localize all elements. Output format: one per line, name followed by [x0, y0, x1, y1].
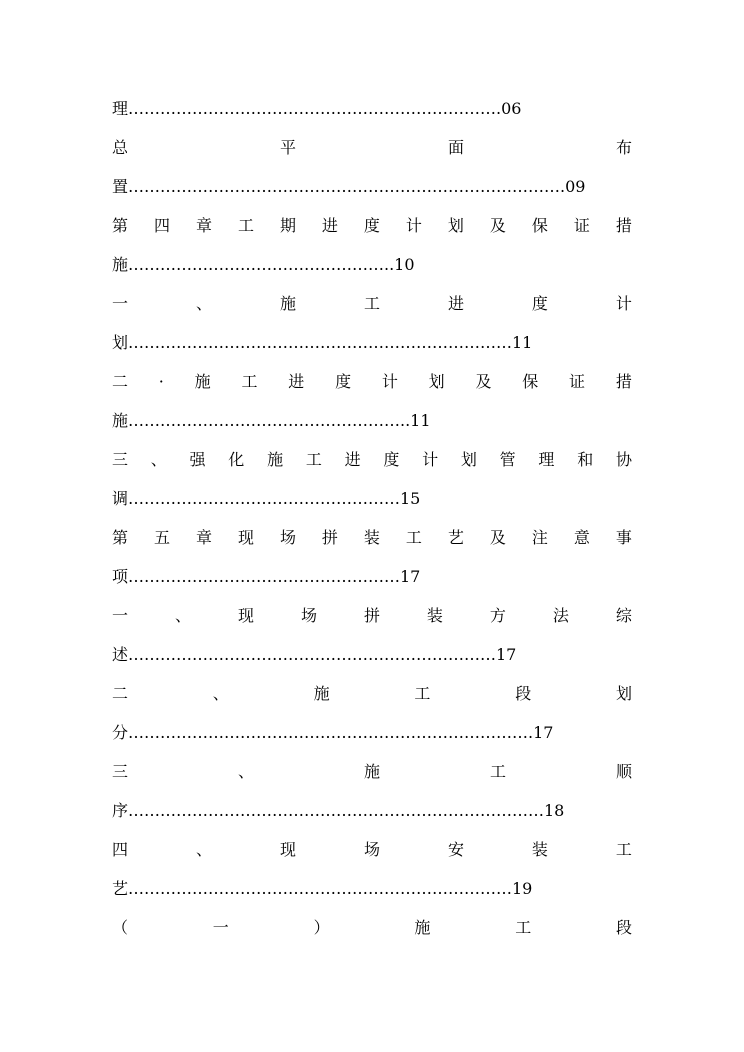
- toc-heading-char: 安: [447, 840, 464, 859]
- toc-heading-line: [112, 603, 632, 629]
- toc-leader-line: [112, 174, 632, 200]
- toc-heading-char: 事: [615, 528, 632, 547]
- toc-heading-char: 二: [112, 372, 129, 391]
- toc-heading-char: 进: [288, 372, 305, 391]
- toc-leader-text: 述……………………………………………………………17: [112, 645, 517, 664]
- toc-leader-line: [112, 798, 632, 824]
- toc-heading-char: 工: [615, 840, 632, 859]
- toc-heading-line: [112, 681, 632, 707]
- toc-heading-char: 四: [112, 840, 129, 859]
- toc-heading-char: ·: [158, 372, 164, 391]
- toc-heading-char: 措: [615, 216, 632, 235]
- toc-heading-char: 期: [279, 216, 296, 235]
- toc-heading-char: 平: [279, 138, 296, 157]
- toc-heading-char: 工: [241, 372, 258, 391]
- toc-heading-char: 划: [428, 372, 445, 391]
- toc-heading-char: 度: [363, 216, 380, 235]
- toc-heading-char: 施: [267, 450, 284, 469]
- toc-heading-char: 装: [363, 528, 380, 547]
- toc-heading-char: 总: [112, 138, 129, 157]
- toc-heading-char: （: [112, 918, 129, 937]
- toc-heading-char: 计: [381, 372, 398, 391]
- toc-heading-char: 工: [305, 450, 322, 469]
- toc-leader-line: [112, 564, 632, 590]
- toc-heading-char: 工: [515, 918, 532, 937]
- toc-heading-char: 计: [422, 450, 439, 469]
- toc-heading-char: 三: [112, 450, 129, 469]
- toc-heading-char: 度: [531, 294, 548, 313]
- toc-heading-char: 划: [447, 216, 464, 235]
- toc-leader-line: [112, 330, 632, 356]
- toc-heading-char: 五: [153, 528, 170, 547]
- toc-heading-char: 及: [489, 216, 506, 235]
- toc-leader-line: [112, 720, 632, 746]
- toc-heading-char: 、: [174, 606, 191, 625]
- toc-heading-char: 段: [515, 684, 532, 703]
- toc-heading-line: [112, 369, 632, 395]
- toc-heading-char: 意: [573, 528, 590, 547]
- toc-heading-char: 拼: [321, 528, 338, 547]
- toc-heading-char: 三: [112, 762, 129, 781]
- toc-heading-char: 措: [615, 372, 632, 391]
- toc-heading-char: 进: [321, 216, 338, 235]
- toc-leader-text: 施……………………………………………..11: [112, 411, 431, 430]
- toc-heading-char: 及: [475, 372, 492, 391]
- toc-leader-text: 序……………………………………………………………………18: [112, 801, 565, 820]
- toc-leader-text: 置……………………………………………………………………….09: [112, 177, 586, 196]
- toc-heading-char: 综: [615, 606, 632, 625]
- toc-heading-char: 计: [615, 294, 632, 313]
- toc-heading-line: [112, 447, 632, 473]
- toc-heading-char: 协: [615, 450, 632, 469]
- toc-heading-char: 一: [112, 294, 129, 313]
- toc-heading-char: 装: [531, 840, 548, 859]
- toc-heading-line: [112, 525, 632, 551]
- toc-heading-char: 四: [153, 216, 170, 235]
- toc-heading-line: [112, 291, 632, 317]
- toc-heading-char: 一: [212, 918, 229, 937]
- toc-heading-char: 划: [460, 450, 477, 469]
- toc-heading-char: 施: [414, 918, 431, 937]
- toc-heading-char: 章: [195, 216, 212, 235]
- toc-heading-line: [112, 759, 632, 785]
- toc-heading-char: 保: [531, 216, 548, 235]
- toc-leader-text: 划………………………………………………………………11: [112, 333, 533, 352]
- toc-heading-char: 工: [405, 528, 422, 547]
- toc-heading-char: 保: [522, 372, 539, 391]
- toc-heading-char: 第: [112, 528, 129, 547]
- toc-heading-char: 、: [195, 294, 212, 313]
- toc-heading-char: 、: [150, 450, 167, 469]
- toc-heading-char: 二: [112, 684, 129, 703]
- toc-heading-char: 章: [195, 528, 212, 547]
- table-of-contents: [112, 96, 632, 954]
- toc-heading-char: 、: [195, 840, 212, 859]
- toc-heading-char: 施: [363, 762, 380, 781]
- toc-leader-text: 艺………………………………………………………………19: [112, 879, 533, 898]
- toc-heading-char: 证: [573, 216, 590, 235]
- toc-heading-char: 工: [363, 294, 380, 313]
- toc-heading-char: 现: [237, 606, 254, 625]
- toc-heading-char: 证: [569, 372, 586, 391]
- toc-heading-char: 艺: [447, 528, 464, 547]
- toc-heading-char: 装: [426, 606, 443, 625]
- toc-heading-char: 、: [237, 762, 254, 781]
- toc-heading-char: 施: [279, 294, 296, 313]
- toc-leader-line: [112, 96, 632, 122]
- toc-heading-line: [112, 135, 632, 161]
- toc-leader-text: 分………………………………………………………………….17: [112, 723, 554, 742]
- toc-heading-char: 及: [489, 528, 506, 547]
- toc-leader-line: [112, 876, 632, 902]
- toc-heading-char: 划: [615, 684, 632, 703]
- toc-heading-char: 工: [414, 684, 431, 703]
- toc-heading-line: [112, 915, 632, 941]
- toc-heading-char: 度: [383, 450, 400, 469]
- toc-heading-char: ）: [313, 918, 330, 937]
- toc-heading-char: 管: [499, 450, 516, 469]
- toc-heading-char: 场: [279, 528, 296, 547]
- toc-heading-char: 施: [194, 372, 211, 391]
- toc-leader-line: [112, 408, 632, 434]
- toc-heading-char: 顺: [615, 762, 632, 781]
- toc-heading-char: 度: [335, 372, 352, 391]
- toc-leader-line: [112, 642, 632, 668]
- toc-heading-char: 场: [300, 606, 317, 625]
- toc-heading-char: 现: [237, 528, 254, 547]
- toc-heading-char: 法: [552, 606, 569, 625]
- toc-heading-char: 布: [615, 138, 632, 157]
- toc-heading-char: 拼: [363, 606, 380, 625]
- toc-heading-char: 理: [538, 450, 555, 469]
- toc-heading-char: 施: [313, 684, 330, 703]
- toc-heading-char: 工: [489, 762, 506, 781]
- toc-heading-char: 强: [189, 450, 206, 469]
- toc-leader-text: 调……………………………………………15: [112, 489, 421, 508]
- toc-heading-char: 注: [531, 528, 548, 547]
- toc-leader-text: 理…………………………………………………………….06: [112, 99, 522, 118]
- toc-leader-text: 施…………………………………………..10: [112, 255, 415, 274]
- toc-heading-char: 化: [228, 450, 245, 469]
- toc-heading-char: 面: [447, 138, 464, 157]
- toc-heading-char: 第: [112, 216, 129, 235]
- toc-leader-line: [112, 252, 632, 278]
- toc-heading-char: 场: [363, 840, 380, 859]
- toc-heading-char: 方: [489, 606, 506, 625]
- toc-heading-char: 计: [405, 216, 422, 235]
- toc-leader-line: [112, 486, 632, 512]
- toc-heading-char: 进: [344, 450, 361, 469]
- toc-leader-text: 项……………………………………………17: [112, 567, 421, 586]
- toc-heading-char: 段: [615, 918, 632, 937]
- toc-heading-line: [112, 213, 632, 239]
- toc-heading-char: 、: [212, 684, 229, 703]
- toc-heading-char: 和: [577, 450, 594, 469]
- toc-heading-char: 一: [112, 606, 129, 625]
- toc-heading-char: 现: [279, 840, 296, 859]
- toc-heading-char: 进: [447, 294, 464, 313]
- toc-heading-line: [112, 837, 632, 863]
- toc-heading-char: 工: [237, 216, 254, 235]
